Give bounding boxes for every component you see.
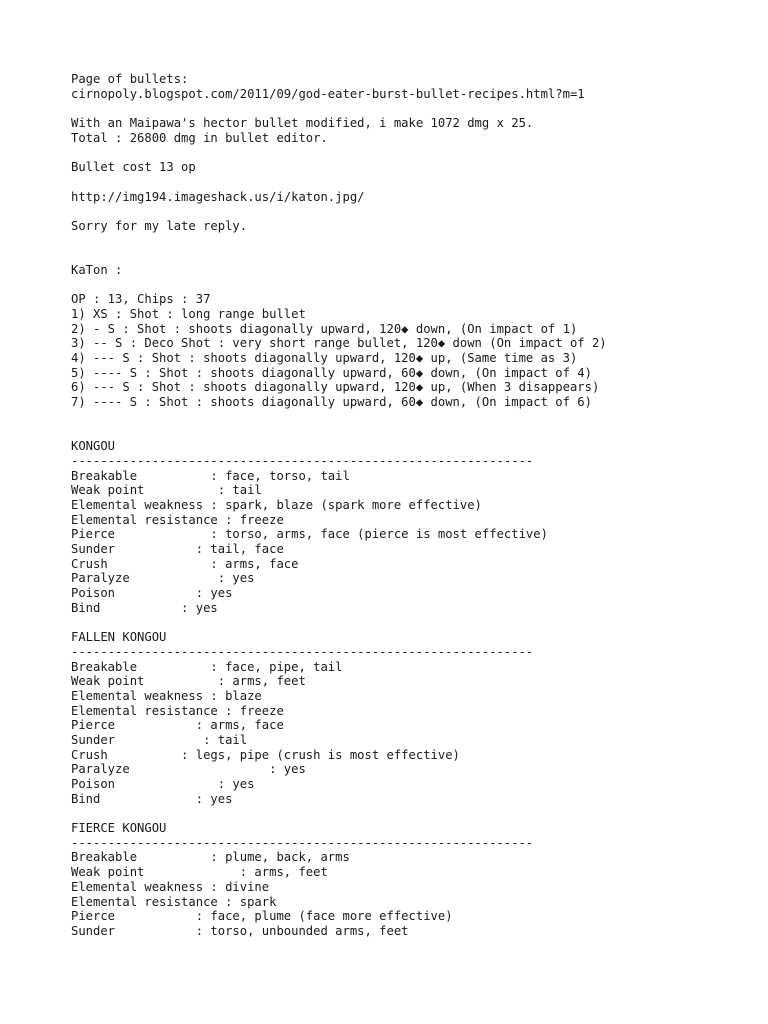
section-divider: --------------------------------------------------------------- (71, 644, 534, 659)
fierce-kongou-row: Weak point : arms, feet (71, 865, 328, 880)
fallen-kongou-row: Elemental resistance : freeze (71, 703, 284, 718)
kongou-row: Pierce : torso, arms, face (pierce is most effective) (71, 527, 548, 542)
fallen-kongou-row: Elemental weakness : blaze (71, 688, 262, 703)
fierce-kongou-row: Elemental weakness : divine (71, 879, 270, 894)
katon-steps (71, 307, 751, 410)
section-divider: --------------------------------------------------------------- (71, 835, 534, 850)
fallen-kongou-row: Breakable : face, pipe, tail (71, 659, 343, 674)
fallen-kongou-row: Sunder : tail (71, 732, 248, 747)
fallen-kongou-row: Bind : yes (71, 791, 233, 806)
kongou-row: Elemental weakness : spark, blaze (spark more effective) (71, 497, 482, 512)
fierce-kongou-row: Sunder : torso, unbounded arms, feet (71, 923, 409, 938)
katon-title: KaTon : (71, 262, 123, 277)
fallen-kongou-row: Weak point : arms, feet (71, 674, 306, 689)
kongou-rows (71, 469, 751, 616)
section-title-fierce-kongou: FIERCE KONGOU (71, 821, 167, 836)
image-url: http://img194.imageshack.us/i/katon.jpg/ (71, 189, 365, 204)
apology-line: Sorry for my late reply. (71, 218, 248, 233)
fallen-kongou-row: Poison : yes (71, 777, 255, 792)
section-divider: --------------------------------------------------------------- (71, 453, 534, 468)
section-title-kongou: KONGOU (71, 439, 116, 454)
kongou-row: Bind : yes (71, 600, 218, 615)
katon-step: 6) --- S : Shot : shoots diagonally upward, 120◆ up, (When 3 disappears) (71, 380, 600, 395)
katon-step: 3) -- S : Deco Shot : very short range bullet, 120◆ down (On impact of 2) (71, 336, 607, 351)
fallen-kongou-row: Crush : legs, pipe (crush is most effective) (71, 747, 460, 762)
document-body (71, 72, 751, 939)
fallen-kongou-row: Paralyze : yes (71, 762, 306, 777)
total-line: Total : 26800 dmg in bullet editor. (71, 130, 328, 145)
damage-line: With an Maipawa's hector bullet modified, i make 1072 dmg x 25. (71, 116, 534, 131)
page-label: Page of bullets: (71, 72, 189, 86)
katon-step: 2) - S : Shot : shoots diagonally upward, 120◆ down, (On impact of 1) (71, 321, 578, 336)
fierce-kongou-rows (71, 850, 751, 938)
katon-step: 1) XS : Shot : long range bullet (71, 307, 306, 322)
fierce-kongou-row: Pierce : face, plume (face more effective) (71, 909, 453, 924)
kongou-row: Breakable : face, torso, tail (71, 468, 350, 483)
katon-step: 4) --- S : Shot : shoots diagonally upward, 120◆ up, (Same time as 3) (71, 351, 578, 366)
fierce-kongou-row: Elemental resistance : spark (71, 894, 277, 909)
kongou-row: Elemental resistance : freeze (71, 512, 284, 527)
katon-step: 5) ---- S : Shot : shoots diagonally upward, 60◆ down, (On impact of 4) (71, 365, 592, 380)
fierce-kongou-row: Breakable : plume, back, arms (71, 850, 350, 865)
katon-summary: OP : 13, Chips : 37 (71, 292, 211, 307)
kongou-row: Sunder : tail, face (71, 542, 284, 557)
section-title-fallen-kongou: FALLEN KONGOU (71, 630, 167, 645)
katon-step: 7) ---- S : Shot : shoots diagonally upward, 60◆ down, (On impact of 6) (71, 395, 592, 410)
cost-line: Bullet cost 13 op (71, 160, 196, 175)
fallen-kongou-row: Pierce : arms, face (71, 718, 284, 733)
kongou-row: Paralyze : yes (71, 571, 255, 586)
kongou-row: Weak point : tail (71, 483, 262, 498)
kongou-row: Crush : arms, face (71, 556, 299, 571)
kongou-row: Poison : yes (71, 586, 233, 601)
fallen-kongou-rows (71, 660, 751, 807)
page-url: cirnopoly.blogspot.com/2011/09/god-eater-burst-bullet-recipes.html?m=1 (71, 86, 585, 101)
